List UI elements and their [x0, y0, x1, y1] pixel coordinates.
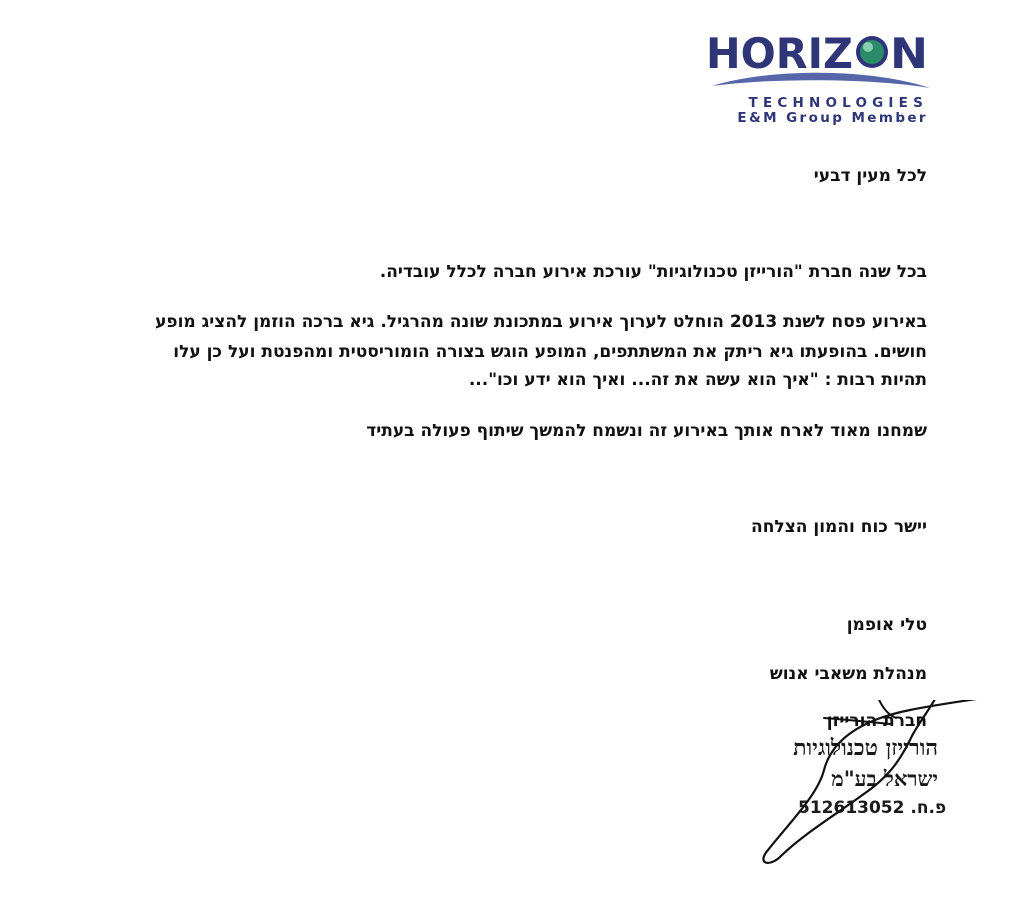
letter-closing: יישר כוח והמון הצלחה: [751, 517, 927, 537]
logo-group-member: E&M Group Member: [737, 110, 928, 126]
letter-paragraph-2-line-2: חושים. בהופעתו גיא ריתק את המשתתפים, המופע הוגש בצורה הומוריסטית ומהפנטת ועל כן עלו: [173, 342, 927, 362]
company-stamp: [740, 700, 1010, 870]
letter-paragraph-2-line-1: באירוע פסח לשנת 2013 הוחלט לערוך אירוע במתכונת שונה מהרגיל. גיא ברכה הוזמן להציג מופע: [155, 312, 927, 332]
horizon-logo: [700, 24, 935, 132]
handwritten-signature: [740, 700, 1010, 870]
letter-greeting: לכל מעין דבעי: [813, 166, 927, 186]
signer-company: חברת הורייזן: [826, 711, 927, 731]
letter-paragraph-2-line-3: תהיות רבות : "איך הוא עשה את זה... ואיך הוא ידע וכו"...: [468, 370, 927, 390]
stamp-company-suffix: ישראל בע"מ: [831, 766, 938, 791]
stamp-company-name: הורייזן טכנולוגיות: [793, 735, 938, 761]
signer-name: טלי אופמן: [846, 615, 927, 635]
letter-paragraph-1: בכל שנה חברת "הורייזן טכנולוגיות" עורכת אירוע חברה לכלל עובדיה.: [379, 262, 927, 282]
logo-tagline: TECHNOLOGIES: [748, 95, 928, 111]
letter-paragraph-3: שמחנו מאוד לארח אותך באירוע זה ונשמח להמשך שיתוף פעולה בעתיד: [366, 421, 927, 441]
stamp-registration-number: 512613052 .פ.ח: [798, 798, 947, 818]
svg-text:N: N: [890, 29, 928, 78]
svg-text:HORIZ: HORIZ: [706, 29, 853, 78]
signer-role: מנהלת משאבי אנוש: [769, 664, 927, 684]
